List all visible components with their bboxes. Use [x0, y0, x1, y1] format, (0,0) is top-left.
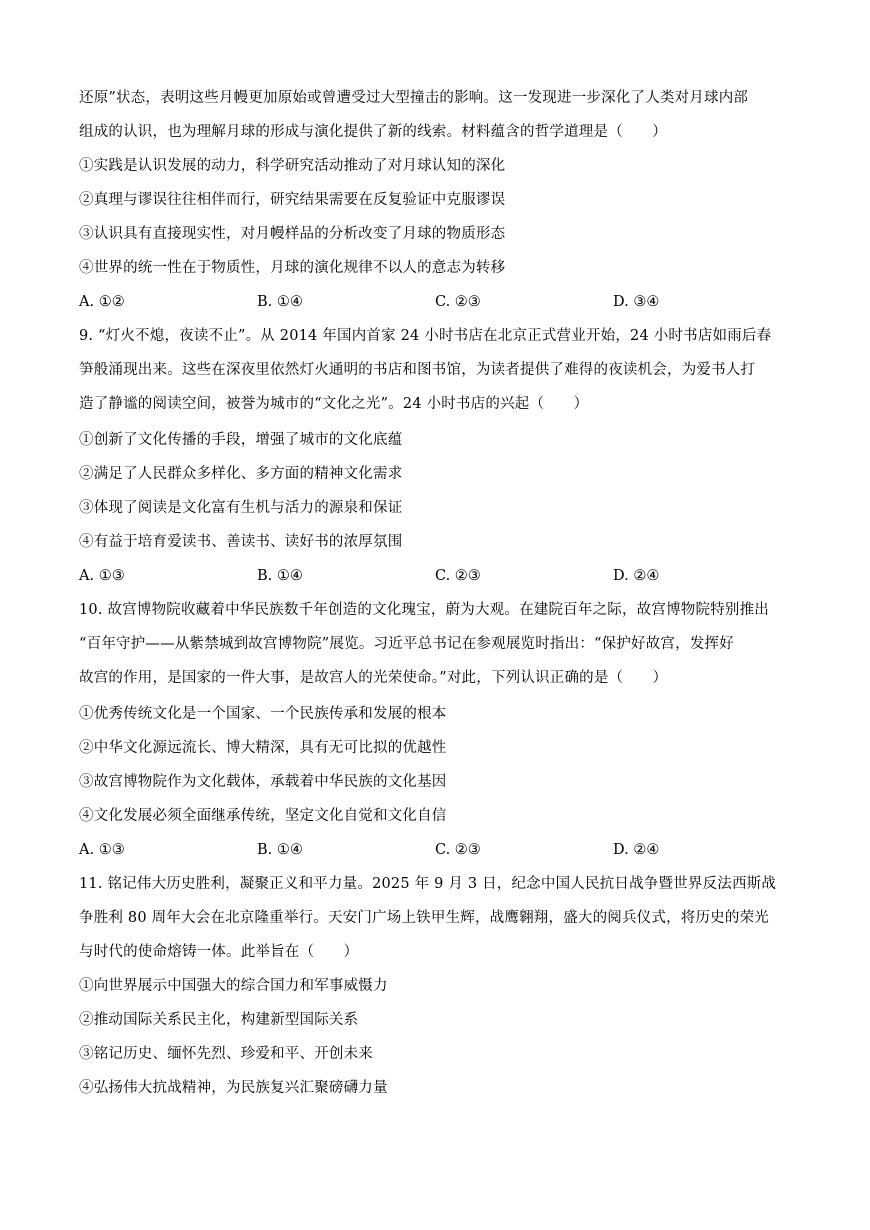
q8-stem-line: 组成的认识，也为理解月球的形成与演化提供了新的线索。材料蕴含的哲学道理是（ ）: [79, 124, 667, 140]
q9-stem-line: 造了静谧的阅读空间，被誉为城市的“文化之光”。24 小时书店的兴起（ ）: [79, 396, 589, 412]
q9-option-b[interactable]: B. ①④: [257, 568, 303, 584]
q9-option-d[interactable]: D. ②④: [613, 568, 660, 584]
q8-option-d[interactable]: D. ③④: [613, 294, 660, 310]
q9-statement: ③体现了阅读是文化富有生机与活力的源泉和保证: [79, 500, 403, 516]
q8-statement: ①实践是认识发展的动力，科学研究活动推动了对月球认知的深化: [79, 158, 506, 174]
q11-statement: ①向世界展示中国强大的综合国力和军事威慑力: [79, 978, 388, 994]
q11-stem-line: 11. 铭记伟大历史胜利，凝聚正义和平力量。2025 年 9 月 3 日，纪念中国人民抗日战争暨世界反法西斯战: [79, 876, 777, 892]
q10-option-b[interactable]: B. ①④: [257, 842, 303, 858]
q10-option-d[interactable]: D. ②④: [613, 842, 660, 858]
q9-statement: ④有益于培育爱读书、善读书、读好书的浓厚氛围: [79, 534, 403, 550]
q11-stem-line: 与时代的使命熔铸一体。此举旨在（ ）: [79, 944, 359, 960]
q9-option-a[interactable]: A. ①③: [79, 568, 125, 584]
q11-statement: ②推动国际关系民主化，构建新型国际关系: [79, 1012, 359, 1028]
q8-options: [79, 292, 809, 312]
q10-option-c[interactable]: C. ②③: [435, 842, 481, 858]
q10-statement: ①优秀传统文化是一个国家、一个民族传承和发展的根本: [79, 706, 447, 722]
q10-statement: ②中华文化源远流长、博大精深，具有无可比拟的优越性: [79, 740, 447, 756]
q10-options: [79, 840, 809, 860]
q10-stem-line: 10. 故宫博物院收藏着中华民族数千年创造的文化瑰宝，蔚为大观。在建院百年之际，故宫博物院特别推出: [79, 602, 769, 618]
q9-stem-line: 笋般涌现出来。这些在深夜里依然灯火通明的书店和图书馆，为读者提供了难得的夜读机会，为爱书人打: [79, 362, 756, 378]
q10-stem-line: “百年守护——从紫禁城到故宫博物院”展览。习近平总书记在参观展览时指出：“保护好故宫，发挥好: [79, 636, 734, 652]
q8-statement: ④世界的统一性在于物质性，月球的演化规律不以人的意志为转移: [79, 260, 506, 276]
q9-statement: ①创新了文化传播的手段，增强了城市的文化底蕴: [79, 432, 403, 448]
q8-stem-line: 还原”状态，表明这些月幔更加原始或曾遭受过大型撞击的影响。这一发现进一步深化了人类对月球内部: [79, 90, 749, 106]
q9-option-c[interactable]: C. ②③: [435, 568, 481, 584]
q8-option-b[interactable]: B. ①④: [257, 294, 303, 310]
q9-stem-line: 9. “灯火不熄，夜读不止”。从 2014 年国内首家 24 小时书店在北京正式营业开始，24 小时书店如雨后春: [79, 328, 772, 344]
q10-stem-line: 故宫的作用，是国家的一件大事，是故宫人的光荣使命。”对此，下列认识正确的是（ ）: [79, 670, 668, 686]
q9-statement: ②满足了人民群众多样化、多方面的精神文化需求: [79, 466, 403, 482]
q11-statement: ③铭记历史、缅怀先烈、珍爱和平、开创未来: [79, 1046, 373, 1062]
q10-statement: ③故宫博物院作为文化载体，承载着中华民族的文化基因: [79, 774, 447, 790]
q10-statement: ④文化发展必须全面继承传统，坚定文化自觉和文化自信: [79, 808, 447, 824]
q9-options: [79, 566, 809, 586]
q8-statement: ②真理与谬误往往相伴而行，研究结果需要在反复验证中克服谬误: [79, 192, 506, 208]
q10-option-a[interactable]: A. ①③: [79, 842, 125, 858]
q11-stem-line: 争胜利 80 周年大会在北京隆重举行。天安门广场上铁甲生辉，战鹰翱翔，盛大的阅兵仪式，将历史的荣光: [79, 910, 769, 926]
q8-statement: ③认识具有直接现实性，对月幔样品的分析改变了月球的物质形态: [79, 226, 506, 242]
q8-option-a[interactable]: A. ①②: [79, 294, 125, 310]
q8-option-c[interactable]: C. ②③: [435, 294, 481, 310]
q11-statement: ④弘扬伟大抗战精神，为民族复兴汇聚磅礴力量: [79, 1080, 388, 1096]
